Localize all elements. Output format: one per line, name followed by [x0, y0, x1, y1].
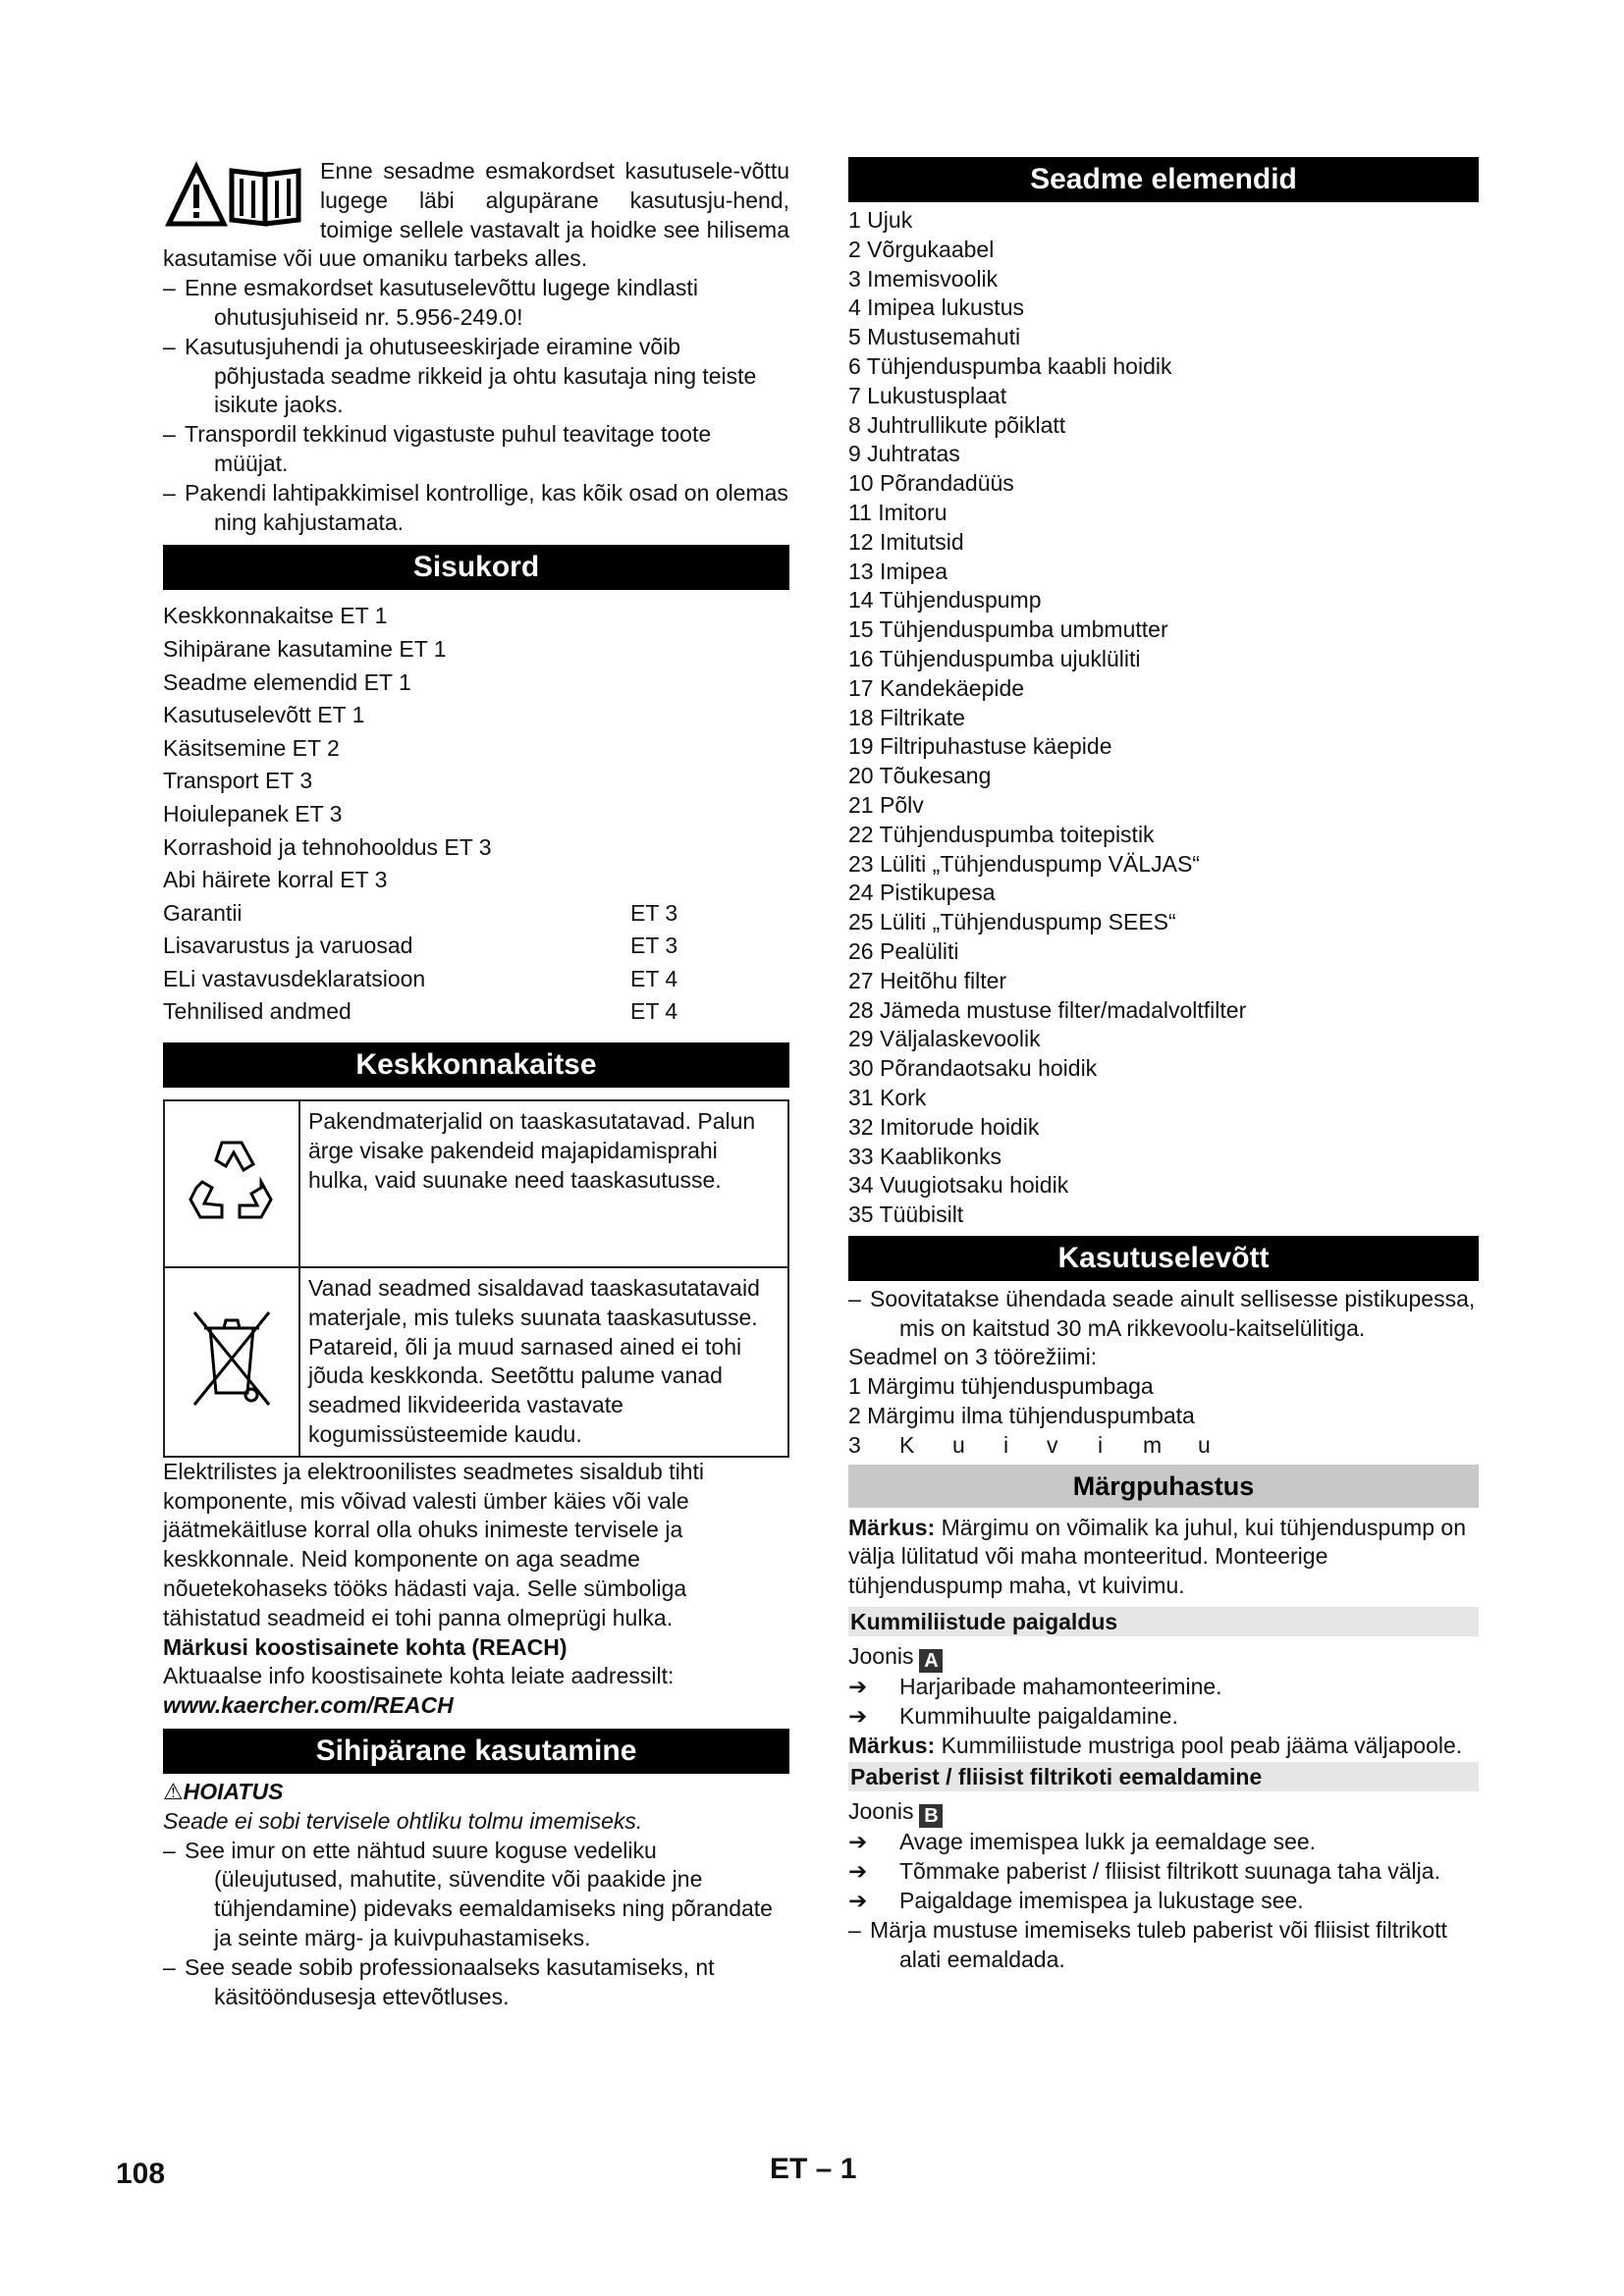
intro-text: Enne sesadme esmakordset kasutusele-võttu lugege läbi algupärane kasutusju-hend, toimige sellele vastavalt ja hoidke see hilisema kasutamise või uue omaniku tarbeks alles.	[163, 158, 789, 272]
toc-item[interactable]: Käsitsemine ET 2	[163, 734, 340, 761]
list-item: 17 Kandekäepide	[848, 674, 1025, 701]
elements-list	[848, 206, 1479, 1230]
intended-use-heading: Sihipärane kasutamine	[163, 1729, 789, 1774]
elements-heading: Seadme elemendid	[848, 157, 1479, 202]
filter-step: ➔ Paigaldage imemispea ja lukustage see.	[848, 1887, 1479, 1916]
list-item: 14 Tühjenduspump	[848, 587, 1042, 614]
list-item: 29 Väljalaskevoolik	[848, 1026, 1041, 1052]
startup-bullet: – Soovitatakse ühendada seade ainult sellisesse pistikupessa, mis on kaitstud 30 mA rikkevoolu-kaitselülitiga.	[848, 1285, 1476, 1341]
environment-heading: Keskkonnakaitse	[163, 1042, 789, 1088]
startup-heading: Kasutuselevõtt	[848, 1236, 1479, 1281]
intro-bullet: – Enne esmakordset kasutuselevõttu lugege kindlasti ohutusjuhiseid nr. 5.956-249.0!	[163, 275, 698, 330]
mode-item: 2 Märgimu ilma tühjenduspumbata	[848, 1403, 1195, 1429]
recycle-icon	[183, 1131, 281, 1229]
warning-manual-icon	[163, 161, 310, 230]
list-item: 25 Lüliti „Tühjenduspump SEES“	[848, 909, 1176, 935]
arrow-icon: ➔	[848, 1674, 868, 1700]
crossed-bin-icon	[183, 1305, 281, 1413]
reach-link[interactable]: www.kaercher.com/REACH	[163, 1692, 454, 1719]
left-column	[163, 157, 789, 2011]
toc-item[interactable]: ELi vastavusdeklaratsioon ET 4	[163, 965, 678, 991]
rubber-heading: Kummiliistude paigaldus	[848, 1607, 1479, 1636]
list-item: 3 Imemisvoolik	[848, 265, 999, 292]
section-code: ET – 1	[770, 2153, 857, 2185]
list-item: 35 Tüübisilt	[848, 1201, 964, 1228]
right-column	[848, 157, 1479, 1974]
filter-step: ➔ Tõmmake paberist / fliisist filtrikott suunaga taha välja.	[848, 1857, 1479, 1887]
figure-ref-a: Joonis A	[848, 1642, 1479, 1673]
wet-heading: Märgpuhastus	[848, 1465, 1479, 1508]
list-item: 5 Mustusemahuti	[848, 324, 1021, 350]
list-item: 18 Filtrikate	[848, 704, 965, 730]
intro-bullet: – Kasutusjuhendi ja ohutuseeskirjade eiramine võib põhjustada seadme rikkeid ja ohtu kasutaja ning teiste isikute jaoks.	[163, 333, 757, 418]
list-item: 1 Ujuk	[848, 207, 913, 233]
intended-use-bullet: – See imur on ette nähtud suure koguse vedeliku (üleujutused, mahutite, süvendite või paakide jne tühjendamine) pidevaks eemaldamiseks ning põrandate ja seinte märg- ja kuivpuhastamiseks.	[163, 1837, 773, 1951]
packaging-text: Pakendmaterjalid on taaskasutatavad. Palun ärge visake pakendeid majapidamisprahi hulka, vaid suunake need taaskasutusse.	[299, 1100, 788, 1267]
intended-use-bullet: – See seade sobib professionaalseks kasutamiseks, nt käsitööndusesja ettevõtluses.	[163, 1953, 715, 2009]
rubber-note: Märkus: Kummiliistude mustriga pool peab jääma väljapoole.	[848, 1732, 1463, 1758]
arrow-icon: ➔	[848, 1702, 868, 1729]
toc-item[interactable]: Lisavarustus ja varuosad ET 3	[163, 933, 678, 959]
list-item: 4 Imipea lukustus	[848, 294, 1024, 321]
toc-item[interactable]: Hoiulepanek ET 3	[163, 800, 343, 827]
arrow-icon: ➔	[848, 1888, 868, 1914]
list-item: 34 Vuugiotsaku hoidik	[848, 1172, 1069, 1199]
filter-bullet: – Märja mustuse imemiseks tuleb paberist või fliisist filtrikott alati eemaldada.	[848, 1916, 1447, 1972]
list-item: 9 Juhtratas	[848, 441, 960, 467]
wet-note: Märkus: Märgimu on võimalik ka juhul, kui tühjenduspump on välja lülitatud või maha monteeritud. Monteerige tühjenduspump maha, vt kuivimu.	[848, 1514, 1466, 1599]
list-item: 19 Filtripuhastuse käepide	[848, 733, 1112, 760]
list-item: 31 Kork	[848, 1084, 927, 1110]
intro-bullet: – Pakendi lahtipakkimisel kontrollige, kas kõik osad on olemas ning kahjustamata.	[163, 479, 788, 535]
environment-table	[163, 1099, 789, 1458]
list-item: 22 Tühjenduspumba toitepistik	[848, 821, 1155, 847]
list-item: 11 Imitoru	[848, 499, 947, 525]
list-item: 26 Pealüliti	[848, 937, 959, 964]
rubber-step: ➔ Kummihuulte paigaldamine.	[848, 1702, 1479, 1732]
toc-item[interactable]: Garantii ET 3	[163, 899, 678, 926]
list-item: 13 Imipea	[848, 558, 948, 584]
toc-item[interactable]: Korrashoid ja tehnohooldus ET 3	[163, 833, 492, 860]
filter-heading: Paberist / fliisist filtrikoti eemaldamine	[848, 1762, 1479, 1791]
list-item: 20 Tõukesang	[848, 763, 992, 789]
list-item: 33 Kaablikonks	[848, 1143, 1001, 1169]
electric-note: Elektrilistes ja elektroonilistes seadmetes sisaldub tihti komponente, mis võivad valesti ümber käies või vale jäätmekäitluse korral olla ohuks inimeste tervisele ja keskkonnale. Neid komponente on aga seadme nõuetekohaseks tööks hädasti vaja. Selle sümboliga tähistatud seadmeid ei tohi panna olmeprügi hulka.	[163, 1458, 704, 1630]
figure-ref-b: Joonis B	[848, 1797, 1479, 1828]
toc-item[interactable]: Sihipärane kasutamine ET 1	[163, 635, 447, 662]
figure-a-badge: A	[919, 1649, 943, 1673]
list-item: 2 Võrgukaabel	[848, 236, 995, 262]
toc-heading: Sisukord	[163, 545, 789, 590]
figure-b-badge: B	[919, 1804, 943, 1828]
list-item: 24 Pistikupesa	[848, 880, 996, 906]
warning-label: ⚠HOIATUS	[163, 1779, 284, 1805]
reach-heading: Märkusi koostisainete kohta (REACH)	[163, 1633, 568, 1660]
mode-item-3: 3 K u i v i m u	[848, 1431, 1211, 1458]
filter-step: ➔ Avage imemispea lukk ja eemaldage see.	[848, 1828, 1479, 1857]
mode-item: 1 Märgimu tühjenduspumbaga	[848, 1373, 1154, 1400]
intro-block	[163, 157, 789, 537]
list-item: 27 Heitõhu filter	[848, 967, 1007, 993]
arrow-icon: ➔	[848, 1858, 868, 1885]
list-item: 23 Lüliti „Tühjenduspump VÄLJAS“	[848, 850, 1200, 877]
toc-item[interactable]: Seadme elemendid ET 1	[163, 668, 411, 695]
list-item: 12 Imitutsid	[848, 528, 964, 555]
rubber-step: ➔ Harjaribade mahamonteerimine.	[848, 1673, 1479, 1702]
warning-text: Seade ei sobi tervisele ohtliku tolmu imemiseks.	[163, 1807, 643, 1834]
list-item: 32 Imitorude hoidik	[848, 1113, 1040, 1140]
toc-list	[163, 600, 789, 1029]
list-item: 6 Tühjenduspumba kaabli hoidik	[848, 352, 1172, 379]
toc-item[interactable]: Tehnilised andmed ET 4	[163, 998, 678, 1025]
toc-item[interactable]: Abi häirete korral ET 3	[163, 867, 388, 893]
page-number: 108	[116, 2158, 166, 2190]
reach-text: Aktuaalse info koostisainete kohta leiate aadressilt:	[163, 1663, 675, 1689]
list-item: 30 Põrandaotsaku hoidik	[848, 1055, 1098, 1082]
toc-item[interactable]: Keskkonnakaitse ET 1	[163, 603, 388, 629]
list-item: 16 Tühjenduspumba ujuklüliti	[848, 645, 1141, 671]
toc-item[interactable]: Kasutuselevõtt ET 1	[163, 702, 365, 728]
list-item: 8 Juhtrullikute põiklatt	[848, 411, 1066, 438]
arrow-icon: ➔	[848, 1829, 868, 1855]
toc-item[interactable]: Transport ET 3	[163, 768, 313, 794]
old-devices-text: Vanad seadmed sisaldavad taaskasutatavaid materjale, mis tuleks suunata taaskasutusse. Patareid, õli ja muud sarnased ained ei tohi jõuda keskkonda. Seetõttu palume vanad seadmed likvideerida vastavate kogumissüsteemide kaudu.	[299, 1267, 788, 1457]
list-item: 21 Põlv	[848, 791, 924, 818]
list-item: 28 Jämeda mustuse filter/madalvoltfilter	[848, 996, 1247, 1023]
list-item: 10 Põrandadüüs	[848, 470, 1014, 497]
list-item: 15 Tühjenduspumba umbmutter	[848, 616, 1168, 643]
modes-intro: Seadmel on 3 töörežiimi:	[848, 1344, 1098, 1370]
intro-bullet: – Transpordil tekkinud vigastuste puhul teavitage toote müüjat.	[163, 421, 712, 476]
warning-icon: ⚠	[163, 1779, 184, 1805]
list-item: 7 Lukustusplaat	[848, 382, 1007, 408]
